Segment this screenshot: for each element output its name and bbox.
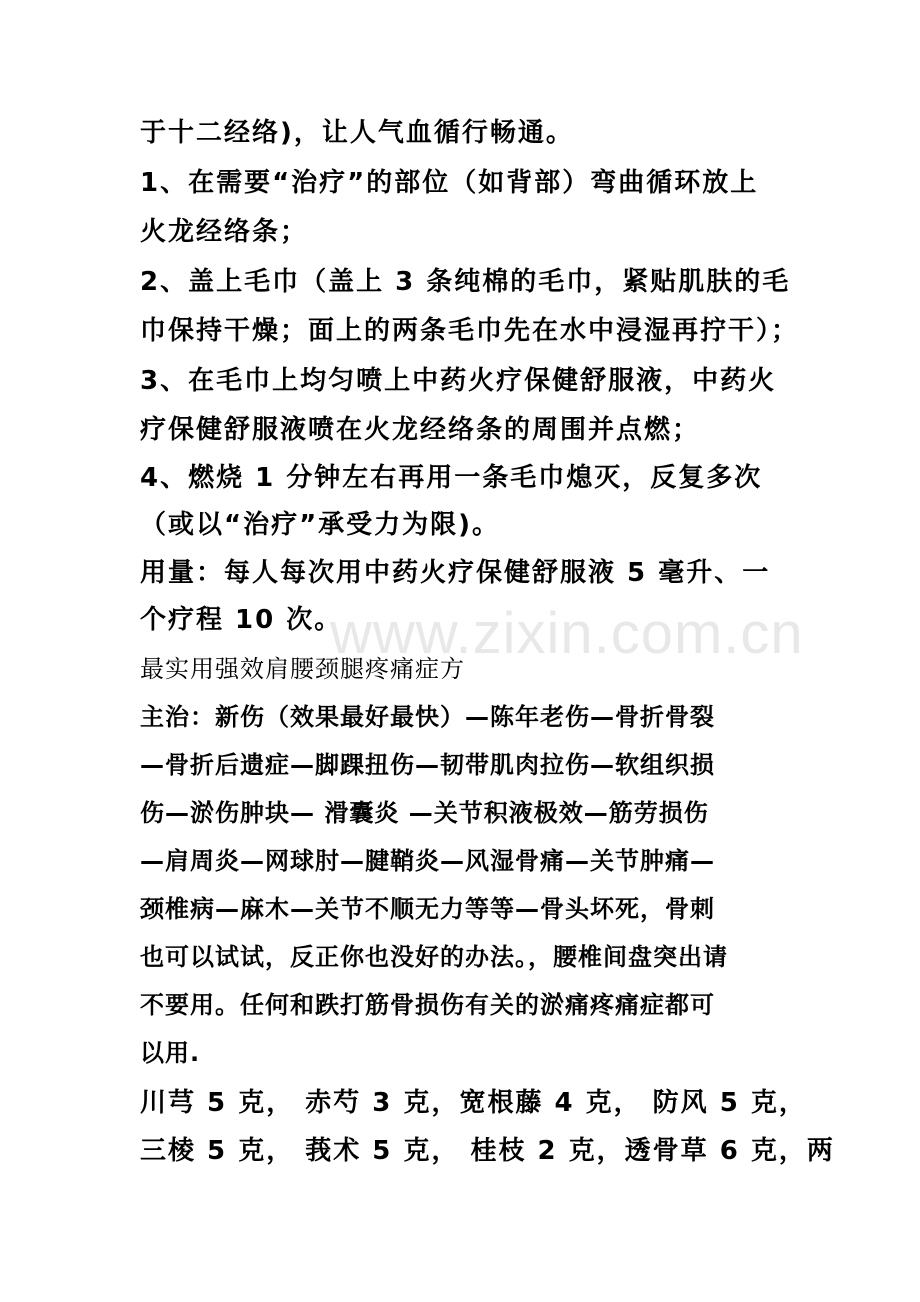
dosage-line: 用量：每人每次用中药火疗保健舒服液 5 毫升、一 [140,558,771,588]
paragraph-line: 以用. [140,1039,201,1067]
paragraph-line: 也可以试试，反正你也没好的办法。，腰椎间盘突出请 [140,943,728,971]
step-1-line: 1、在需要“治疗”的部位（如背部）弯曲循环放上 [140,168,759,198]
step-4-line: 4、燃烧 1 分钟左右再用一条毛巾熄灭，反复多次 [140,463,763,493]
paragraph-line: 疗保健舒服液喷在火龙经络条的周围并点燃； [140,415,701,445]
ingredient-line: 三棱 5 克， 莪术 5 克， 桂枝 2 克，透骨草 6 克，两 [140,1136,835,1166]
paragraph-line: —骨折后遗症—脚踝扭伤—韧带肌肉拉伤—软组织损 [140,751,715,779]
watermark: www.zixin.com.cn [330,601,804,666]
paragraph-line: 个疗程 10 次。 [140,605,343,635]
step-3-line: 3、在毛巾上均匀喷上中药火疗保健舒服液，中药火 [140,366,777,396]
paragraph-line: 巾保持干燥；面上的两条毛巾先在水中浸湿再拧干）； [140,316,800,346]
paragraph-line: 颈椎病—麻木—关节不顺无力等等—骨头坏死，骨刺 [140,895,715,923]
paragraph-line: 不要用。任何和跌打筋骨损伤有关的淤痛疼痛症都可 [140,991,715,1019]
section-heading: 最实用强效肩腰颈腿疼痛症方 [140,655,465,683]
paragraph-line: 伤—淤伤肿块— 滑囊炎 —关节积液极效—筋劳损伤 [140,799,709,827]
paragraph-line: 于十二经络)，让人气血循行畅通。 [140,118,574,148]
paragraph-line: —肩周炎—网球肘—腱鞘炎—风湿骨痛—关节肿痛— [140,847,715,875]
step-2-line: 2、盖上毛巾（盖上 3 条纯棉的毛巾，紧贴肌肤的毛 [140,267,791,297]
paragraph-line: （或以“治疗”承受力为限)。 [140,510,501,540]
indication-line: 主治：新伤（效果最好最快）—陈年老伤—骨折骨裂 [140,703,715,731]
ingredient-line: 川芎 5 克， 赤芍 3 克，宽根藤 4 克， 防风 5 克， [140,1088,807,1118]
paragraph-line: 火龙经络条； [140,217,309,247]
